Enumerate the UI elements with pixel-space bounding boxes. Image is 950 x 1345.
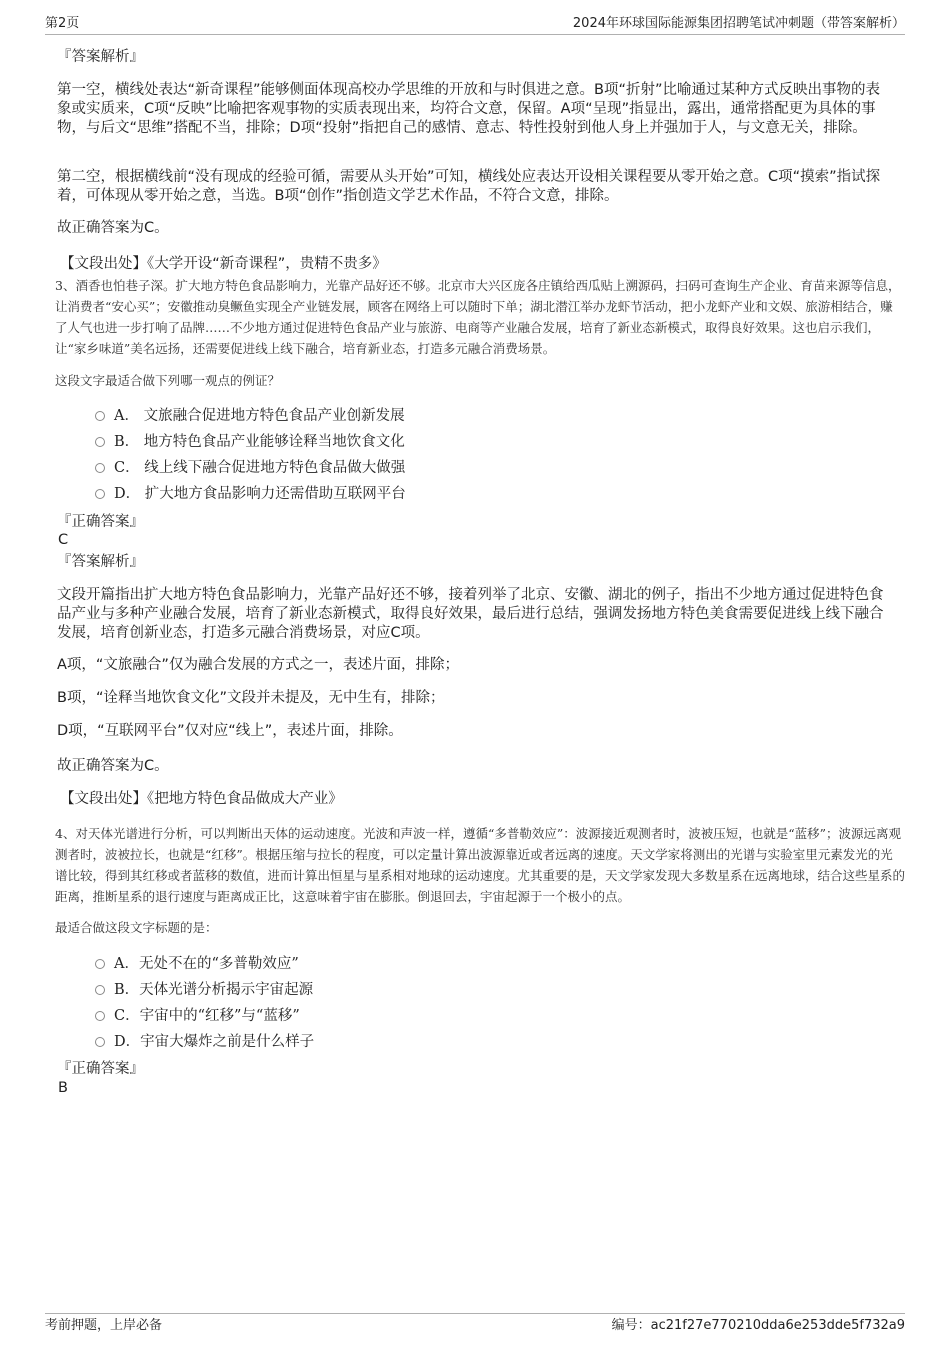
passage-source: 【文段出处】《把地方特色食品做成大产业》 xyxy=(60,791,343,807)
option-label: C． 线上线下融合促进地方特色食品做大做强 xyxy=(114,460,406,476)
radio-button[interactable] xyxy=(95,1011,105,1021)
correct-answer-label: 『正确答案』 xyxy=(57,514,144,530)
option-a[interactable] xyxy=(95,406,405,426)
answer-analysis-label: 『答案解析』 xyxy=(57,554,144,570)
option-label: C．宇宙中的“红移”与“蓝移” xyxy=(114,1008,300,1024)
document-title: 2024年环球国际能源集团招聘笔试冲刺题（带答案解析） xyxy=(572,16,905,31)
option-label: D．宇宙大爆炸之前是什么样子 xyxy=(114,1034,315,1050)
analysis-option-a: A项，“文旅融合”仅为融合发展的方式之一，表述片面，排除； xyxy=(57,657,459,673)
option-a[interactable] xyxy=(95,954,299,974)
question-prompt: 这段文字最适合做下列哪一观点的例证？ xyxy=(55,373,281,388)
option-label: D． 扩大地方食品影响力还需借助互联网平台 xyxy=(114,486,406,502)
radio-button[interactable] xyxy=(95,437,105,447)
option-label: A．无处不在的“多普勒效应” xyxy=(114,956,299,972)
option-d[interactable] xyxy=(95,1032,314,1052)
option-c[interactable] xyxy=(95,458,405,478)
option-b[interactable] xyxy=(95,432,405,452)
option-c[interactable] xyxy=(95,1006,300,1026)
analysis-conclusion: 故正确答案为C。 xyxy=(57,220,169,236)
analysis-option-d: D项，“互联网平台”仅对应“线上”，表述片面，排除。 xyxy=(57,723,403,739)
analysis-option-b: B项，“诠释当地饮食文化”文段并未提及，无中生有，排除； xyxy=(57,690,445,706)
option-label: B．天体光谱分析揭示宇宙起源 xyxy=(114,982,314,998)
radio-button[interactable] xyxy=(95,985,105,995)
radio-button[interactable] xyxy=(95,959,105,969)
question-text: 3、酒香也怕巷子深。扩大地方特色食品影响力，光靠产品好还不够。北京市大兴区庞各庄镇给西瓜贴上溯源码，扫码可查询生产企业、育苗来源等信息，让消费者“安心买”；安徽推动臭鳜鱼实现全产业链发展，顾客在网络上可以随时下单；湖北潜江举办龙虾节活动，把小龙虾产业和文娱、旅游相结合，赚了人气也进一步打响了品牌……不少地方通过促进特色食品产业与旅游、电商等产业融合发展，培育了新业态新模式，取得良好效果。这也启示我们，让“家乡味道”美名远扬，还需要促进线上线下融合，培育新业态，打造多元融合消费场景。 xyxy=(55,278,901,356)
radio-button[interactable] xyxy=(95,489,105,499)
page-header xyxy=(45,14,905,35)
option-b[interactable] xyxy=(95,980,313,1000)
footer-slogan: 考前押题，上岸必备 xyxy=(45,1318,163,1333)
radio-button[interactable] xyxy=(95,411,105,421)
passage-source: 【文段出处】《大学开设“新奇课程”，贵精不贵多》 xyxy=(60,256,387,272)
question-prompt: 最适合做这段文字标题的是： xyxy=(55,920,218,935)
correct-answer-value: B xyxy=(58,1080,68,1096)
analysis-paragraph: 第二空，根据横线前“没有现成的经验可循，需要从头开始”可知，横线处应表达开设相关课程要从零开始之意。C项“摸索”指试探着，可体现从零开始之意，当选。B项“创作”指创造文学艺术作品，不符合文意，排除。 xyxy=(57,169,881,204)
analysis-conclusion: 故正确答案为C。 xyxy=(57,758,169,774)
correct-answer-value: C xyxy=(58,532,69,548)
document-id: 编号：ac21f27e770210dda6e253dde5f732a9 xyxy=(611,1318,905,1333)
page-number: 第2页 xyxy=(45,16,80,31)
analysis-paragraph: 文段开篇指出扩大地方特色食品影响力，光靠产品好还不够，接着列举了北京、安徽、湖北的例子，指出不少地方通过促进特色食品产业与多种产业融合发展，培育了新业态新模式，取得良好效果，最后进行总结，强调发扬地方特色美食需要促进线上线下融合发展，培育创新业态，打造多元融合消费场景，对应C项。 xyxy=(57,587,884,641)
analysis-paragraph: 第一空，横线处表达“新奇课程”能够侧面体现高校办学思维的开放和与时俱进之意。B项“折射”比喻通过某种方式反映出事物的表象或实质来，C项“反映”比喻把客观事物的实质表现出来，均符合文意，保留。A项“呈现”指显出，露出，通常搭配更为具体的事物，与后文“思维”搭配不当，排除；D项“投射”指把自己的感情、意志、特性投射到他人身上并强加于人，与文意无关，排除。 xyxy=(57,82,880,136)
radio-button[interactable] xyxy=(95,463,105,473)
radio-button[interactable] xyxy=(95,1037,105,1047)
correct-answer-label: 『正确答案』 xyxy=(57,1061,144,1077)
answer-analysis-label: 『答案解析』 xyxy=(57,49,144,65)
option-label: A． 文旅融合促进地方特色食品产业创新发展 xyxy=(114,408,405,424)
question-text: 4、对天体光谱进行分析，可以判断出天体的运动速度。光波和声波一样，遵循“多普勒效应”：波源接近观测者时，波被压短，也就是“蓝移”；波源远离观测者时，波被拉长，也就是“红移”。根据压缩与拉长的程度，可以定量计算出波源靠近或者远离的速度。天文学家将测出的光谱与实验室里元素发光的光谱比较，得到其红移或者蓝移的数值，进而计算出恒星与星系相对地球的运动速度。尤其重要的是，天文学家发现大多数星系在远离地球，结合这些星系的距离，推断星系的退行速度与距离成正比，这意味着宇宙在膨胀。倒退回去，宇宙起源于一个极小的点。 xyxy=(55,826,906,904)
option-d[interactable] xyxy=(95,484,406,504)
page-footer xyxy=(45,1313,905,1336)
option-label: B． 地方特色食品产业能够诠释当地饮食文化 xyxy=(114,434,405,450)
